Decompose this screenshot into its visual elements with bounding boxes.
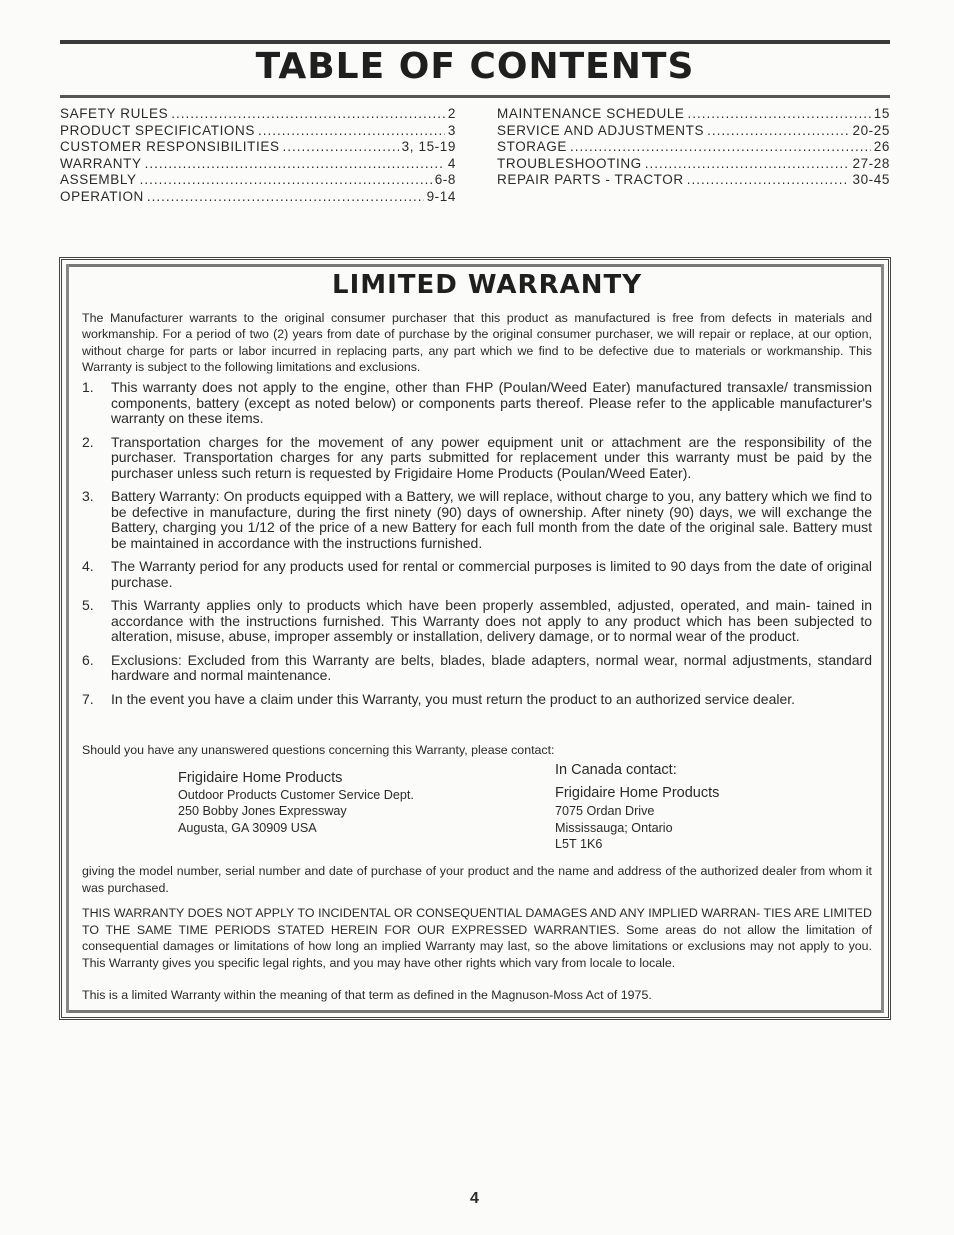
item-text: This Warranty applies only to products which have been properly assembled, adjusted, operated, and main- tained in accordance with the instructions furnished. This Warranty does not apply to any product which has been subjected to alteration, misuse, abuse, improper assembly or installation, delivery damage, or to normal wear of the product. bbox=[111, 597, 872, 644]
page-number: 4 bbox=[470, 1190, 479, 1207]
warranty-box bbox=[59, 257, 891, 1020]
toc-leader bbox=[707, 123, 849, 140]
warranty-item bbox=[82, 435, 872, 482]
toc-entry bbox=[497, 106, 890, 123]
item-text: The Warranty period for any products used for rental or commercial purposes is limited to 90 days from the date of original purchase. bbox=[111, 558, 872, 590]
item-number: 3. bbox=[82, 488, 94, 504]
toc-entry-page: 20-25 bbox=[852, 122, 890, 138]
toc-entry bbox=[497, 139, 890, 156]
toc-entry-page: 2 bbox=[447, 106, 456, 121]
toc-entry bbox=[60, 172, 456, 189]
toc-entry-label: WARRANTY bbox=[60, 155, 142, 171]
canada-city: Mississauga; Ontario bbox=[555, 820, 673, 835]
toc-entry bbox=[497, 156, 890, 173]
us-company: Frigidaire Home Products bbox=[178, 770, 343, 786]
toc-entry-page: 3 bbox=[447, 122, 456, 138]
toc-leader bbox=[570, 139, 871, 156]
canada-company: Frigidaire Home Products bbox=[555, 784, 720, 801]
item-text: This warranty does not apply to the engine, other than FHP (Poulan/Weed Eater) manufactured transaxle/ transmission components, battery (except as noted below) or components parts thereof. Please refer to the applicable manufacturer's warranty on these items. bbox=[111, 379, 872, 426]
canada-postal: L5T 1K6 bbox=[555, 837, 603, 851]
toc-entry bbox=[60, 139, 456, 156]
canada-heading: In Canada contact: bbox=[555, 762, 677, 778]
item-number: 5. bbox=[82, 597, 94, 613]
disclaimer-paragraph: THIS WARRANTY DOES NOT APPLY TO INCIDENTAL OR CONSEQUENTIAL DAMAGES AND ANY IMPLIED WARRAN- TIES ARE LIMITED TO THE SAME TIME PERIODS STATED HEREIN FOR OUR EXPRESSED WARRANTIES. Some areas do not allow the limitation of consequential damages or limitations of how long an implied Warranty may last, so the above limitations or exclusions may not apply to you. This Warranty gives you specific legal rights, and you may have other rights which vary from locale to locale. bbox=[82, 906, 872, 970]
toc-leader bbox=[283, 139, 399, 156]
toc-entry-page: 30-45 bbox=[852, 172, 890, 188]
toc-entry bbox=[497, 123, 890, 140]
item-text: Exclusions: Excluded from this Warranty are belts, blades, blade adapters, normal wear, normal adjustments, standard hardware and normal maintenance. bbox=[111, 651, 872, 683]
item-text: In the event you have a claim under this Warranty, you must return the product to an authorized service dealer. bbox=[111, 690, 796, 707]
toc-leader bbox=[147, 189, 424, 206]
toc-rule bbox=[60, 95, 890, 98]
item-number: 2. bbox=[82, 433, 94, 450]
toc-entry-page: 27-28 bbox=[852, 155, 890, 171]
toc-leader bbox=[140, 172, 432, 189]
toc-entry-page: 6-8 bbox=[434, 172, 456, 188]
item-number: 1. bbox=[82, 379, 94, 395]
toc-leader bbox=[688, 106, 871, 123]
box-top-rule bbox=[66, 264, 884, 267]
toc-entry-label: TROUBLESHOOTING bbox=[497, 155, 642, 171]
toc-entry-page: 3, 15-19 bbox=[401, 139, 456, 155]
magnuson-moss-note: This is a limited Warranty within the meaning of that term as defined in the Magnuson-Moss Act of 1975. bbox=[82, 988, 652, 1002]
toc-leader bbox=[171, 106, 445, 123]
toc-leader bbox=[145, 156, 445, 173]
warranty-item bbox=[82, 598, 872, 645]
item-text: Battery Warranty: On products equipped with a Battery, we will replace, without charge to you, any battery which we find to be defective in manufacture, during the first ninety (90) days of ownership. After ninety (90) days, we will exchange the Battery, charging you 1/12 of the price of a new Battery for each full month from the date of the original sale. Battery must be maintained in accordance with the instructions furnished. bbox=[111, 488, 872, 551]
toc-entry-label: PRODUCT SPECIFICATIONS bbox=[60, 122, 255, 138]
toc-entry-page: 26 bbox=[873, 139, 890, 155]
us-street: 250 Bobby Jones Expressway bbox=[178, 804, 347, 818]
toc-entry bbox=[60, 189, 456, 206]
toc-title: TABLE OF CONTENTS bbox=[255, 46, 695, 87]
item-number: 4. bbox=[82, 558, 94, 574]
box-bottom-rule bbox=[66, 1010, 884, 1013]
contact-prompt: Should you have any unanswered questions concerning this Warranty, please contact: bbox=[82, 743, 555, 757]
warranty-title: LIMITED WARRANTY bbox=[332, 270, 643, 300]
warranty-item bbox=[82, 489, 872, 551]
toc-entry-label: SAFETY RULES bbox=[60, 106, 169, 121]
toc-entry-page: 9-14 bbox=[426, 188, 456, 204]
toc-entry bbox=[60, 106, 456, 123]
item-number: 7. bbox=[82, 690, 94, 707]
toc-entry-page: 15 bbox=[873, 106, 890, 121]
toc-entry-label: STORAGE bbox=[497, 139, 567, 155]
toc-entry bbox=[497, 172, 890, 189]
us-dept: Outdoor Products Customer Service Dept. bbox=[178, 787, 414, 802]
warranty-intro: The Manufacturer warrants to the original consumer purchaser that this product as manufactured is free from defects in materials and workmanship. For a period of two (2) years from date of purchase by the original consumer purchaser, we will repair or replace, at our option, without charge for parts or labor incurred in replacing parts, any part which we find to be defective due to materials or workmanship. This Warranty is subject to the following limitations and exclusions. bbox=[82, 311, 872, 374]
toc-leader bbox=[258, 123, 445, 140]
warranty-item bbox=[82, 692, 872, 708]
top-rule bbox=[60, 40, 890, 44]
toc-entry-label: SERVICE AND ADJUSTMENTS bbox=[497, 122, 705, 138]
toc-entry bbox=[60, 123, 456, 140]
item-number: 6. bbox=[82, 651, 94, 668]
box-right-rule bbox=[881, 264, 884, 1013]
warranty-items bbox=[82, 380, 872, 715]
canada-contact-address bbox=[555, 762, 719, 853]
canada-street: 7075 Ordan Drive bbox=[555, 804, 655, 818]
warranty-item bbox=[82, 380, 872, 427]
toc-entry-label: REPAIR PARTS - TRACTOR bbox=[497, 172, 684, 188]
box-left-rule bbox=[66, 264, 69, 1013]
toc-entry-label: CUSTOMER RESPONSIBILITIES bbox=[60, 139, 280, 155]
warranty-item bbox=[82, 653, 872, 684]
toc-entry bbox=[60, 156, 456, 173]
toc-entry-label: OPERATION bbox=[60, 188, 144, 204]
toc-entry-label: ASSEMBLY bbox=[60, 172, 137, 188]
warranty-item bbox=[82, 559, 872, 590]
us-city: Augusta, GA 30909 USA bbox=[178, 820, 317, 835]
toc-entry-page: 4 bbox=[447, 155, 456, 171]
toc-right-column bbox=[497, 106, 890, 189]
toc-left-column bbox=[60, 106, 456, 206]
toc-leader bbox=[645, 156, 850, 173]
toc-leader bbox=[687, 172, 850, 189]
giving-paragraph: giving the model number, serial number and date of purchase of your product and the name and address of the authorized dealer from whom it was purchased. bbox=[82, 864, 872, 895]
item-text: Transportation charges for the movement of any power equipment unit or attachment are the responsibility of the purchaser. Transportation charges for any parts submitted for replacement under this warranty must be paid by the purchaser unless such return is requested by Frigidaire Home Products (Poulan/Weed Eater). bbox=[111, 433, 872, 481]
toc-entry-label: MAINTENANCE SCHEDULE bbox=[497, 106, 685, 121]
us-contact-address bbox=[178, 770, 414, 836]
